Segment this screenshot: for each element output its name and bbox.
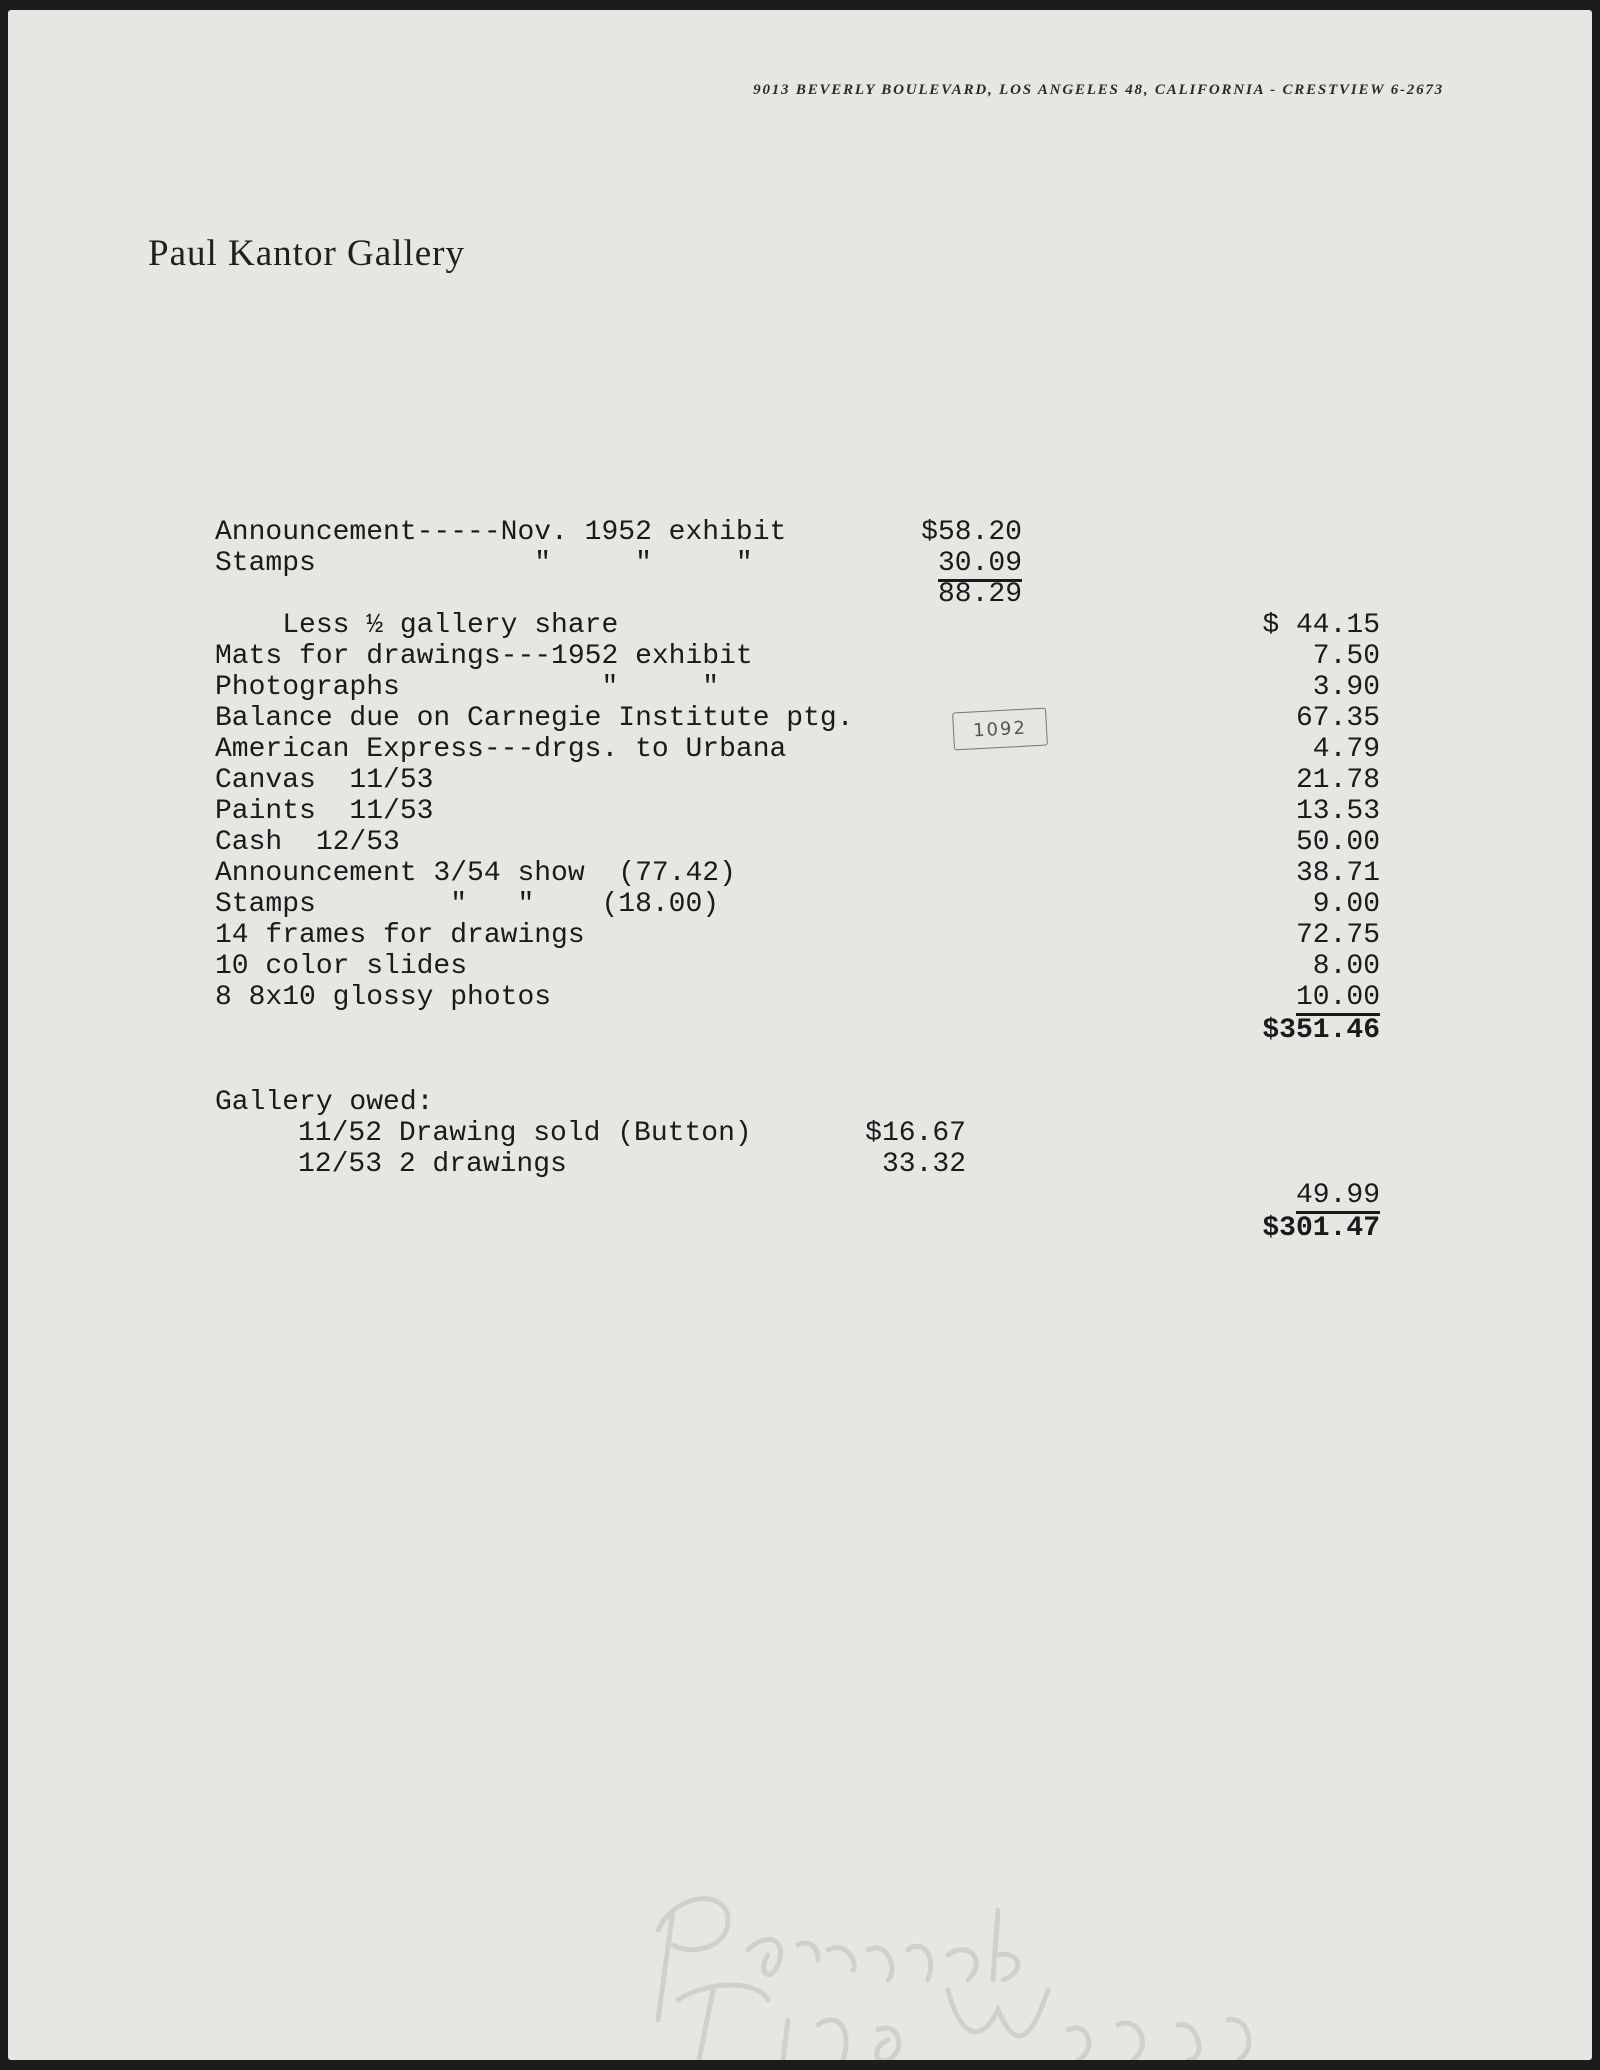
gallery-owed-label: 11/52 Drawing sold (Button) — [298, 1118, 752, 1149]
expense-label: Stamps " " " — [215, 548, 753, 579]
gallery-owed-label: 12/53 2 drawings — [298, 1149, 567, 1180]
expense-amount: 8.00 — [1312, 951, 1380, 982]
expense-amount: 21.78 — [1295, 765, 1380, 796]
expense-label: Announcement-----Nov. 1952 exhibit — [215, 517, 787, 548]
expense-amount: 4.79 — [1312, 734, 1380, 765]
gallery-owed-heading: Gallery owed: — [215, 1087, 434, 1118]
gallery-owed-subtotal: 49.99 — [1296, 1180, 1380, 1214]
expense-label: Cash 12/53 — [215, 827, 400, 858]
expense-total: $351.46 — [1262, 1015, 1380, 1046]
expense-amount: $ 44.15 — [1262, 610, 1380, 641]
expense-label: 10 color slides — [215, 951, 468, 982]
expense-label: Less ½ gallery share — [215, 610, 619, 641]
expense-label: Paints 11/53 — [215, 796, 434, 827]
gallery-owed-amount: 33.32 — [881, 1149, 966, 1180]
expense-amount: 13.53 — [1295, 796, 1380, 827]
balance-total: $301.47 — [1262, 1213, 1380, 1244]
expense-label: Stamps " " (18.00) — [215, 889, 720, 920]
gallery-owed-amount: $16.67 — [865, 1118, 966, 1149]
expense-label: Mats for drawings---1952 exhibit — [215, 641, 753, 672]
expense-amount: $58.20 — [921, 517, 1022, 548]
expense-amount: 3.90 — [1312, 672, 1380, 703]
expense-label: 14 frames for drawings — [215, 920, 585, 951]
expense-amount: 38.71 — [1295, 858, 1380, 889]
expense-amount: 7.50 — [1312, 641, 1380, 672]
expense-label: American Express---drgs. to Urbana — [215, 734, 787, 765]
handwritten-margin-note: 1092 — [952, 708, 1048, 751]
expense-label: Announcement 3/54 show (77.42) — [215, 858, 736, 889]
expense-amount: 10.00 — [1296, 982, 1380, 1016]
letter-page — [8, 10, 1592, 2060]
letterhead-address: 9013 BEVERLY BOULEVARD, LOS ANGELES 48, CALIFORNIA - CRESTVIEW 6-2673 — [753, 82, 1444, 98]
expense-amount: 67.35 — [1295, 703, 1380, 734]
expense-label: Balance due on Carnegie Institute ptg. — [215, 703, 854, 734]
letterhead-gallery-name: Paul Kantor Gallery — [148, 233, 465, 274]
expense-amount: 30.09 — [938, 548, 1022, 582]
expense-label: 8 8x10 glossy photos — [215, 982, 552, 1013]
expense-amount: 72.75 — [1295, 920, 1380, 951]
paper-watermark — [618, 1870, 1318, 2060]
expense-label: Canvas 11/53 — [215, 765, 434, 796]
expense-label: Photographs " " — [215, 672, 720, 703]
expense-subtotal: 88.29 — [937, 579, 1022, 610]
expense-amount: 9.00 — [1312, 889, 1380, 920]
expense-amount: 50.00 — [1295, 827, 1380, 858]
